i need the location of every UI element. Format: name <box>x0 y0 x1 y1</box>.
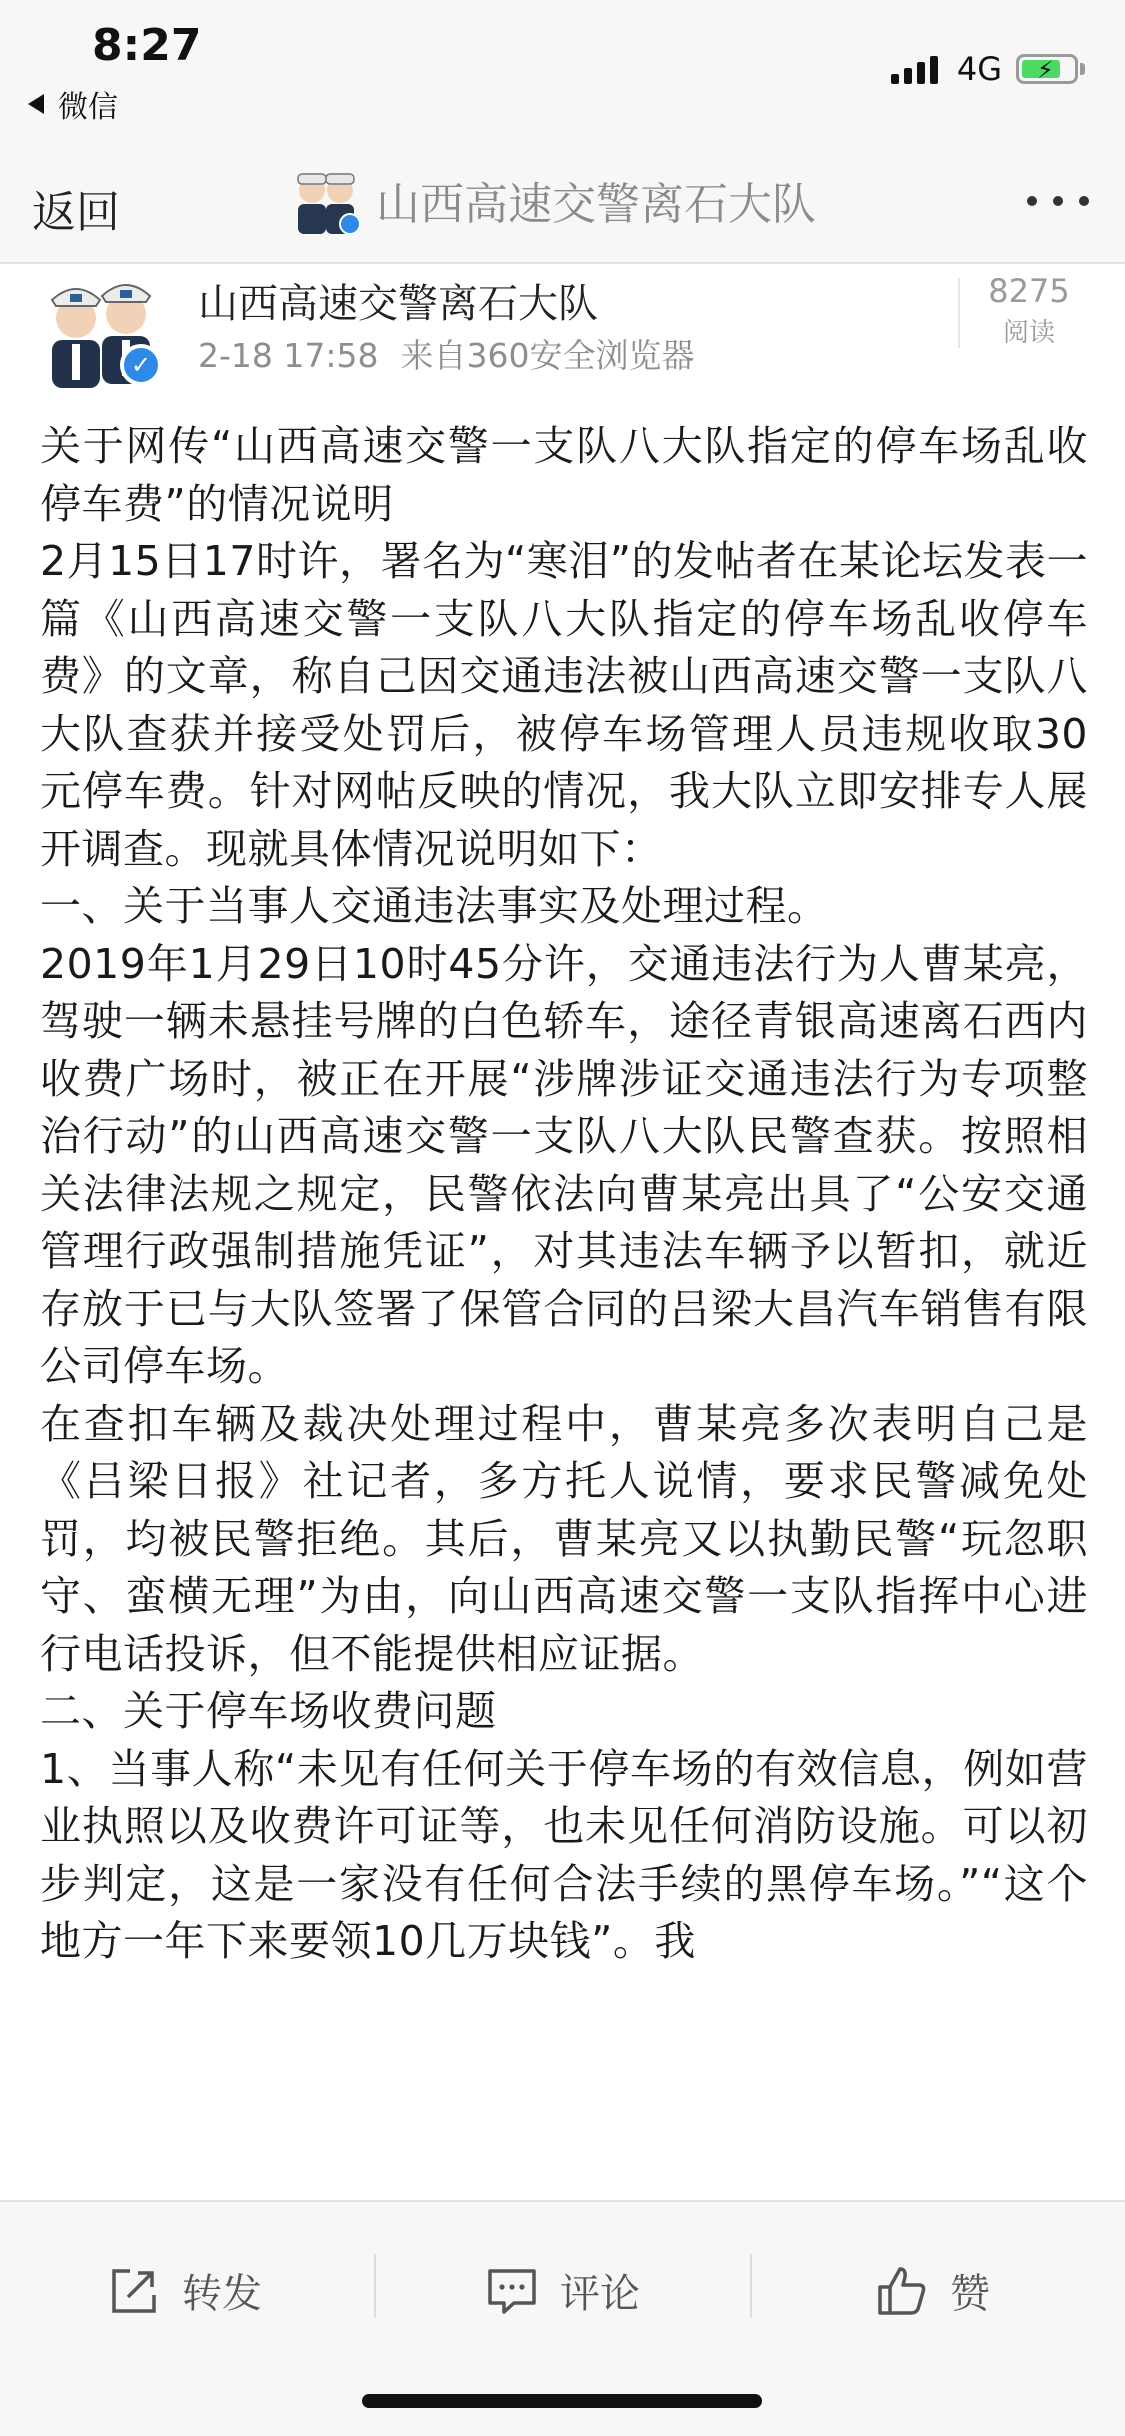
post-paragraph: 一、关于当事人交通违法事实及处理过程。 <box>40 882 829 930</box>
network-type: 4G <box>956 50 1002 88</box>
status-indicators <box>891 50 1085 88</box>
home-indicator[interactable] <box>362 2394 762 2408</box>
comment-icon <box>486 2265 538 2317</box>
repost-button[interactable] <box>108 2262 262 2319</box>
post-paragraph: 2月15日17时许，署名为“寒泪”的发帖者在某论坛发表一篇《山西高速交警一支队八大队指定的停车场乱收停车费》的文章，称自己因交通违法被山西高速交警一支队八大队查获并接受处罚后，被停车场管理人员违规收取30元停车费。针对网帖反映的情况，我大队立即安排专人展开调查。现就具体情况说明如下： <box>40 537 1088 873</box>
post-meta <box>198 330 695 377</box>
read-count-label: 阅读 <box>1002 318 1055 348</box>
status-time: 8:27 <box>92 20 202 71</box>
action-divider <box>374 2254 376 2318</box>
post-body <box>40 418 1088 1971</box>
more-dots-icon[interactable] <box>1011 196 1089 206</box>
post-paragraph: 在查扣车辆及裁决处理过程中，曹某亮多次表明自己是《吕梁日报》社记者，多方托人说情，要求民警减免处罚，均被民警拒绝。其后，曹某亮又以执勤民警“玩忽职守、蛮横无理”为由，向山西高速交警一支队指挥中心进行电话投诉，但不能提供相应证据。 <box>40 1399 1088 1678</box>
battery-charging-icon: ⚡ <box>1016 54 1078 84</box>
post-source: 来自360安全浏览器 <box>400 336 695 375</box>
post-paragraph: 关于网传“山西高速交警一支队八大队指定的停车场乱收停车费”的情况说明 <box>40 422 1088 528</box>
repost-icon <box>108 2265 160 2317</box>
read-divider <box>958 278 960 348</box>
read-count <box>969 272 1089 349</box>
nav-title: 山西高速交警离石大队 <box>376 179 816 230</box>
repost-label: 转发 <box>182 2271 262 2317</box>
battery-cap <box>1080 63 1085 75</box>
post-paragraph: 1、当事人称“未见有任何关于停车场的有效信息，例如营业执照以及收费许可证等，也未见任何消防设施。可以初步判定，这是一家没有任何合法手续的黑停车场。”“这个地方一年下来要领10几万块钱”。我 <box>40 1744 1088 1965</box>
comment-button[interactable] <box>486 2262 640 2319</box>
like-button[interactable] <box>876 2262 990 2319</box>
signal-icon <box>891 54 943 84</box>
back-button[interactable]: 返回 <box>32 187 120 238</box>
nav-title-group <box>286 160 816 240</box>
navigation-bar <box>0 140 1125 264</box>
police-avatar-icon <box>286 160 366 240</box>
action-divider <box>750 2254 752 2318</box>
author-name[interactable]: 山西高速交警离石大队 <box>198 281 598 327</box>
read-count-number: 8275 <box>988 272 1070 310</box>
post-paragraph: 二、关于停车场收费问题 <box>40 1687 497 1735</box>
like-label: 赞 <box>950 2271 990 2317</box>
back-app-label: 微信 <box>58 90 118 125</box>
status-bar <box>0 0 1125 140</box>
back-triangle-icon <box>28 94 44 114</box>
verified-icon: ✓ <box>120 344 162 386</box>
thumbs-up-icon <box>876 2265 928 2317</box>
post-header <box>0 264 1125 394</box>
comment-label: 评论 <box>560 2271 640 2317</box>
back-to-wechat-button[interactable] <box>28 82 118 126</box>
post-date: 2-18 17:58 <box>198 336 379 375</box>
post-paragraph: 2019年1月29日10时45分许，交通违法行为人曹某亮，驾驶一辆未悬挂号牌的白色轿车，途径青银高速离石西内收费广场时，被正在开展“涉牌涉证交通违法行为专项整治行动”的山西高速交警一支队八大队民警查获。按照相关法律法规之规定，民警依法向曹某亮出具了“公安交通管理行政强制措施凭证”，对其违法车辆予以暂扣，就近存放于已与大队签署了保管合同的吕梁大昌汽车销售有限公司停车场。 <box>40 939 1088 1390</box>
